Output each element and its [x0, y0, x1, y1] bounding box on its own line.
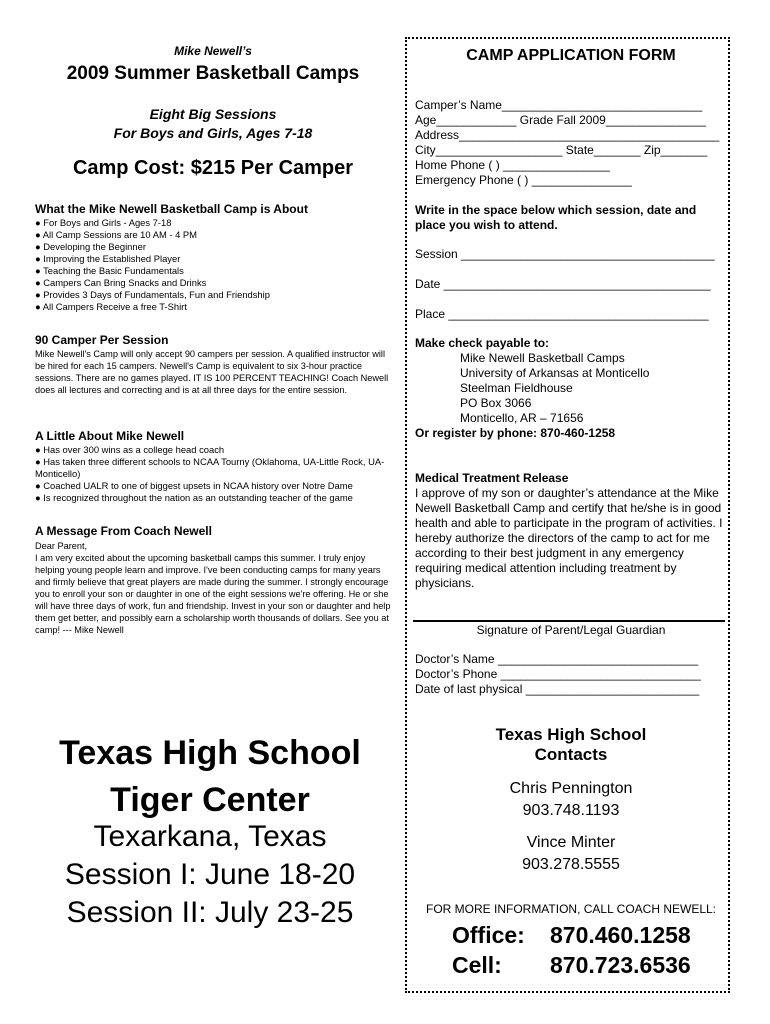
header-subtitle: Mike Newell’s	[174, 44, 252, 58]
about-heading: What the Mike Newell Basketball Camp is About	[35, 202, 308, 216]
contact-1	[415, 778, 727, 822]
date-field[interactable]: Date ________________________________________	[415, 277, 711, 291]
signature-line[interactable]	[413, 620, 725, 622]
place-field[interactable]: Place _______________________________________	[415, 307, 709, 321]
list-item: ● All Camp Sessions are 10 AM - 4 PM	[35, 229, 197, 240]
office-label: Office:	[452, 922, 525, 948]
about-mike-list	[35, 444, 393, 504]
check-heading: Make check payable to:	[415, 336, 550, 350]
medical-heading: Medical Treatment Release	[415, 471, 569, 485]
sessions-line-1: Eight Big Sessions	[149, 106, 277, 122]
cell-number: 870.723.6536	[550, 952, 691, 978]
contacts-heading-line-1: Texas High School	[495, 725, 647, 744]
contact-name: Vince Minter	[526, 834, 616, 851]
more-info-text: FOR MORE INFORMATION, CALL COACH NEWELL:	[425, 902, 717, 916]
per-session-text: Mike Newell's Camp will only accept 90 campers per session. A qualified instructor will be hired for each 15 campers. Newell's Camp is equivalent to six 3-hour practice sessions. There are no games played. IT IS 100 PERCENT TEACHING! Coach Newell does all lectures and correcting and is at all three days for the entire session.	[35, 349, 389, 395]
sessions-line-2: For Boys and Girls, Ages 7-18	[113, 125, 313, 141]
about-mike-heading: A Little About Mike Newell	[35, 429, 185, 443]
check-line: Steelman Fieldhouse	[460, 381, 573, 395]
session-instructions: Write in the space below which session, date and place you wish to attend.	[415, 203, 697, 232]
session-1-dates: Session I: June 18-20	[64, 858, 356, 891]
doctor-phone-field[interactable]: Doctor’s Phone ______________________________	[415, 667, 701, 681]
address-field[interactable]: Address_______________________________________	[415, 128, 720, 142]
city-state-zip-field[interactable]: City___________________ State_______ Zip_______	[415, 143, 708, 157]
check-line: Mike Newell Basketball Camps	[460, 351, 625, 365]
medical-text: I approve of my son or daughter’s attendance at the Mike Newell Basketball Camp and certify that he/she is in good health and able to participate in the program of activities. I hereby authorize the directors of the camp to act for me according to their best judgment in any emergency requiring medical attention including treatment by physicians.	[415, 486, 723, 590]
check-line: Monticello, AR – 71656	[460, 411, 584, 425]
list-item: ● Provides 3 Days of Fundamentals, Fun and Friendship	[35, 289, 270, 300]
list-item: ● Has over 300 wins as a college head coach	[35, 444, 225, 455]
office-number: 870.460.1258	[550, 922, 691, 948]
contact-phone: 903.748.1193	[522, 802, 620, 819]
venue-city: Texarkana, Texas	[93, 820, 327, 853]
doctor-fields	[415, 652, 727, 697]
home-phone-field[interactable]: Home Phone ( ) ________________	[415, 158, 610, 172]
list-item: ● All Campers Receive a free T-Shirt	[35, 301, 187, 312]
page-title: 2009 Summer Basketball Camps	[66, 63, 360, 84]
cell-label: Cell:	[452, 952, 502, 978]
form-title: CAMP APPLICATION FORM	[466, 47, 676, 64]
contact-phone: 903.278.5555	[522, 856, 620, 873]
list-item: ● Teaching the Basic Fundamentals	[35, 265, 184, 276]
list-item: ● For Boys and Girls - Ages 7-18	[35, 217, 172, 228]
doctor-name-field[interactable]: Doctor’s Name ______________________________	[415, 652, 699, 666]
age-grade-field[interactable]: Age____________ Grade Fall 2009_______________	[415, 113, 706, 127]
about-list	[35, 217, 393, 313]
message-salutation: Dear Parent,	[35, 541, 88, 551]
emergency-phone-field[interactable]: Emergency Phone ( ) _______________	[415, 173, 632, 187]
sessions-tagline	[32, 105, 394, 143]
venue-name-line-1: Texas High School	[59, 734, 361, 772]
list-item: ● Is recognized throughout the nation as an outstanding teacher of the game	[35, 492, 353, 503]
last-physical-field[interactable]: Date of last physical __________________________	[415, 682, 700, 696]
signature-label: Signature of Parent/Legal Guardian	[476, 623, 666, 637]
session-2-dates: Session II: July 23-25	[66, 896, 354, 929]
camper-name-field[interactable]: Camper’s Name______________________________	[415, 98, 703, 112]
message-text: I am very excited about the upcoming basketball camps this summer. I truly enjoy helping young people learn and improve. I've been conducting camps for many years and firmly believe that great players are made during the summer. I strongly encourage you to enroll your son or daughter in one of the eight sessions we're offering. He or she will have three days of work, fun and friendship. Invest in your son or daughter and help them get better, and possibly earn a scholarship worth thousands of dollars. See you at camp! --- Mike Newell	[35, 553, 391, 635]
check-payable-block	[415, 336, 727, 441]
session-field[interactable]: Session ______________________________________	[415, 247, 715, 261]
contacts-heading	[415, 725, 727, 765]
list-item: ● Coached UALR to one of biggest upsets in NCAA history over Notre Dame	[35, 480, 353, 491]
camp-cost: Camp Cost: $215 Per Camper	[72, 157, 354, 179]
list-item: ● Has taken three different schools to NCAA Tourny (Oklahoma, UA-Little Rock, UA-Monticello)	[35, 456, 385, 479]
register-by-phone: Or register by phone: 870-460-1258	[415, 426, 616, 440]
camper-info-fields	[415, 98, 727, 188]
contact-name: Chris Pennington	[509, 780, 633, 797]
list-item: ● Campers Can Bring Snacks and Drinks	[35, 277, 207, 288]
message-heading: A Message From Coach Newell	[35, 524, 212, 538]
contacts-heading-line-2: Contacts	[534, 745, 608, 764]
check-line: PO Box 3066	[460, 396, 532, 410]
list-item: ● Improving the Established Player	[35, 253, 181, 264]
list-item: ● Developing the Beginner	[35, 241, 146, 252]
contact-2	[415, 832, 727, 876]
check-line: University of Arkansas at Monticello	[460, 366, 650, 380]
venue-name-line-2: Tiger Center	[110, 781, 310, 819]
per-session-heading: 90 Camper Per Session	[35, 333, 169, 347]
